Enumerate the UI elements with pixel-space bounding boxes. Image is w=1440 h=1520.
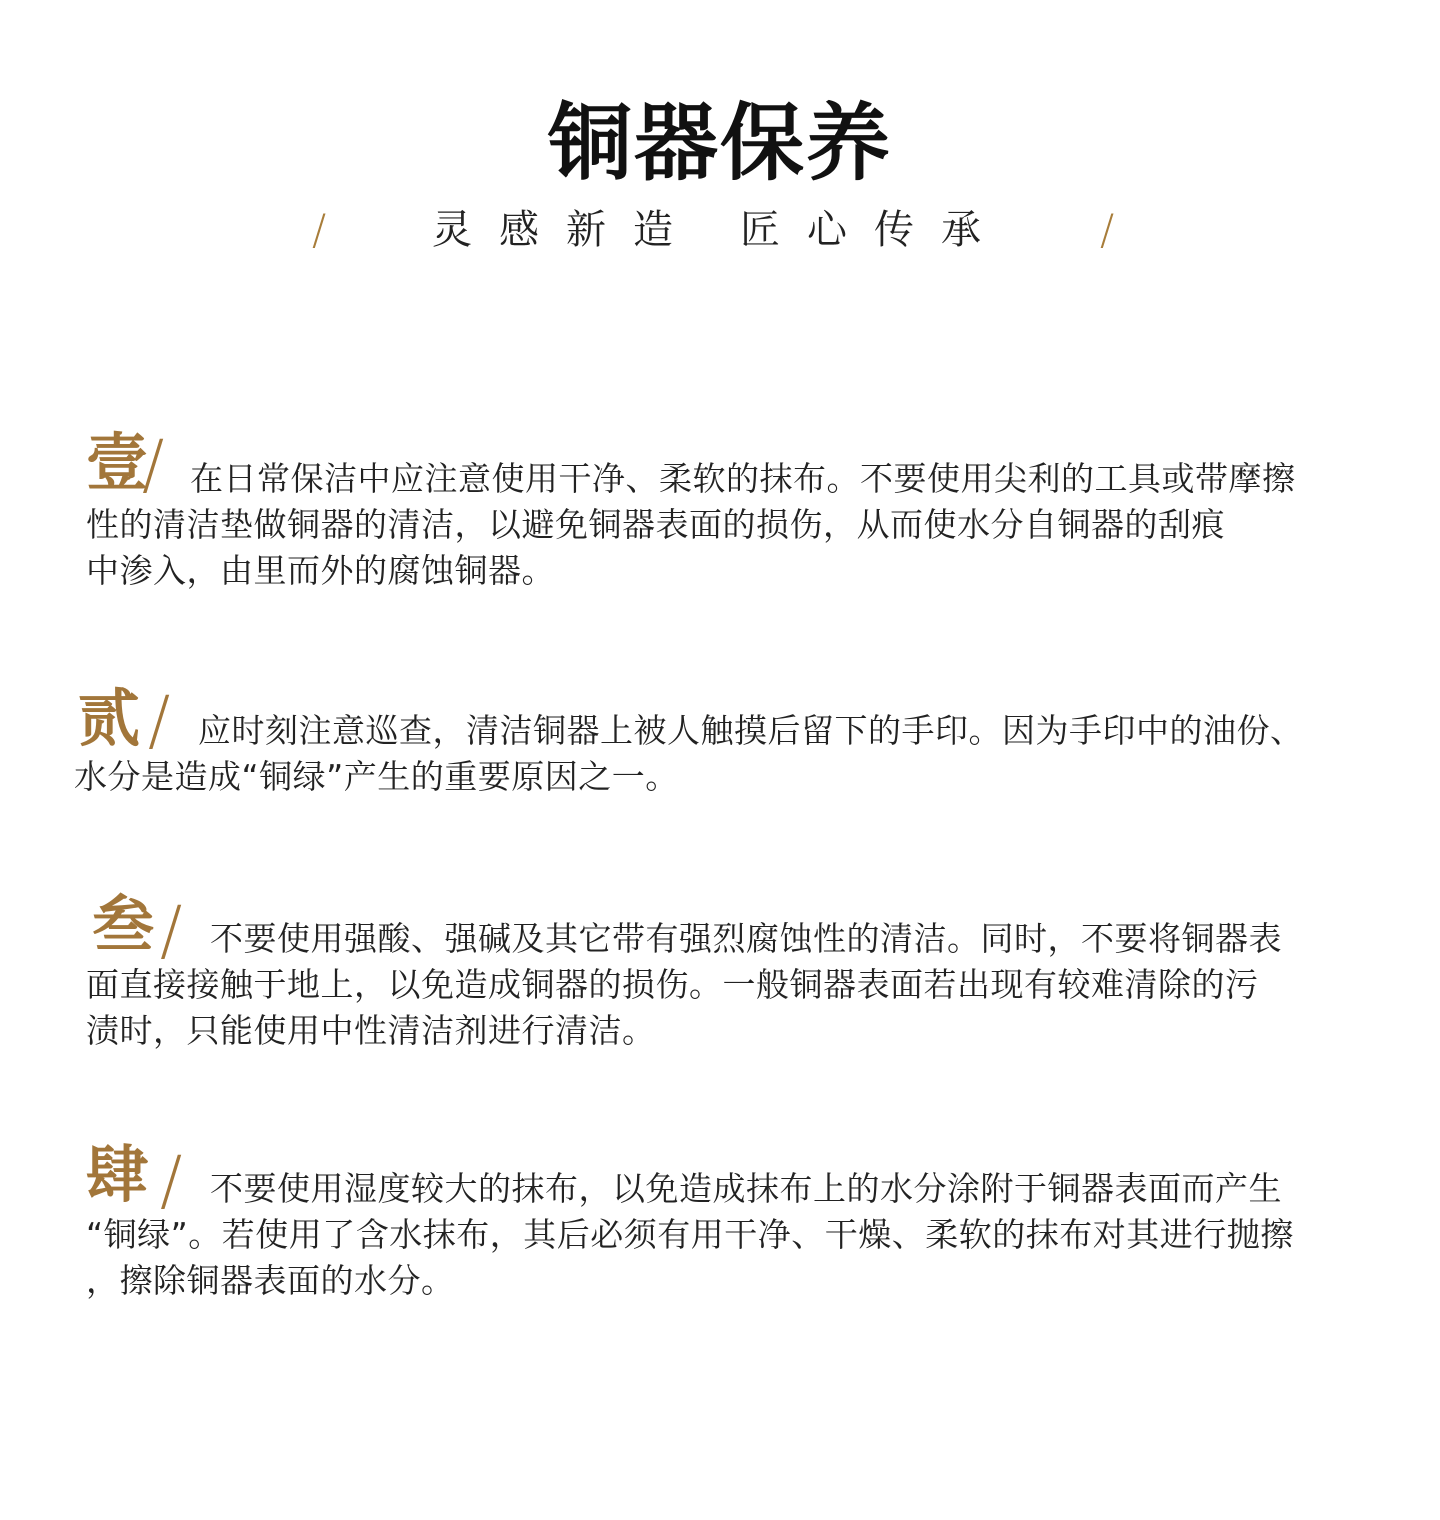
slogan-text xyxy=(0,200,1440,260)
item-4-line-2: “铜绿”。若使用了含水抹布，其后必须有用干净、干燥、柔软的抹布对其进行抛擦 xyxy=(86,1215,1294,1254)
item-4-line-1: 不要使用湿度较大的抹布，以免造成抹布上的水分涂附于铜器表面而产生 xyxy=(210,1169,1282,1208)
item-3-line-3: 渍时，只能使用中性清洁剂进行清洁。 xyxy=(86,1011,656,1050)
slogan xyxy=(0,200,1440,260)
item-1-line-1: 在日常保洁中应注意使用干净、柔软的抹布。不要使用尖利的工具或带摩擦 xyxy=(190,459,1296,498)
item-slash-4: / xyxy=(160,1142,183,1219)
item-number-4: 肆 xyxy=(86,1138,149,1211)
item-3-line-2: 面直接接触于地上，以免造成铜器的损伤。一般铜器表面若出现有较难清除的污 xyxy=(86,965,1259,1004)
page-title: 铜器保养 xyxy=(547,94,892,192)
slogan-right-slash: / xyxy=(1100,205,1115,254)
item-number-2: 贰 xyxy=(78,682,141,755)
item-slash-3: / xyxy=(160,892,183,969)
item-slash-1: / xyxy=(142,426,165,503)
item-text-1 xyxy=(86,456,1386,594)
slogan-part-1: 灵感新造 xyxy=(432,207,700,253)
item-4-line-3: ，擦除铜器表面的水分。 xyxy=(86,1261,455,1300)
item-3-line-1: 不要使用强酸、强碱及其它带有强烈腐蚀性的清洁。同时，不要将铜器表 xyxy=(210,919,1282,958)
item-2-line-1: 应时刻注意巡查，清洁铜器上被人触摸后留下的手印。因为手印中的油份、 xyxy=(198,711,1304,750)
item-text-2 xyxy=(74,708,1384,800)
item-number-3: 叁 xyxy=(92,888,155,961)
item-2-line-2: 水分是造成“铜绿”产生的重要原因之一。 xyxy=(74,757,679,796)
item-1-line-3: 中渗入，由里而外的腐蚀铜器。 xyxy=(86,551,555,590)
slogan-left-slash: / xyxy=(312,205,327,254)
item-slash-2: / xyxy=(148,682,171,759)
item-1-line-2: 性的清洁垫做铜器的清洁，以避免铜器表面的损伤，从而使水分自铜器的刮痕 xyxy=(86,505,1225,544)
item-text-4 xyxy=(86,1166,1386,1304)
slogan-part-2: 匠心传承 xyxy=(740,207,1008,253)
item-number-1: 壹 xyxy=(86,426,149,499)
item-text-3 xyxy=(86,916,1386,1054)
